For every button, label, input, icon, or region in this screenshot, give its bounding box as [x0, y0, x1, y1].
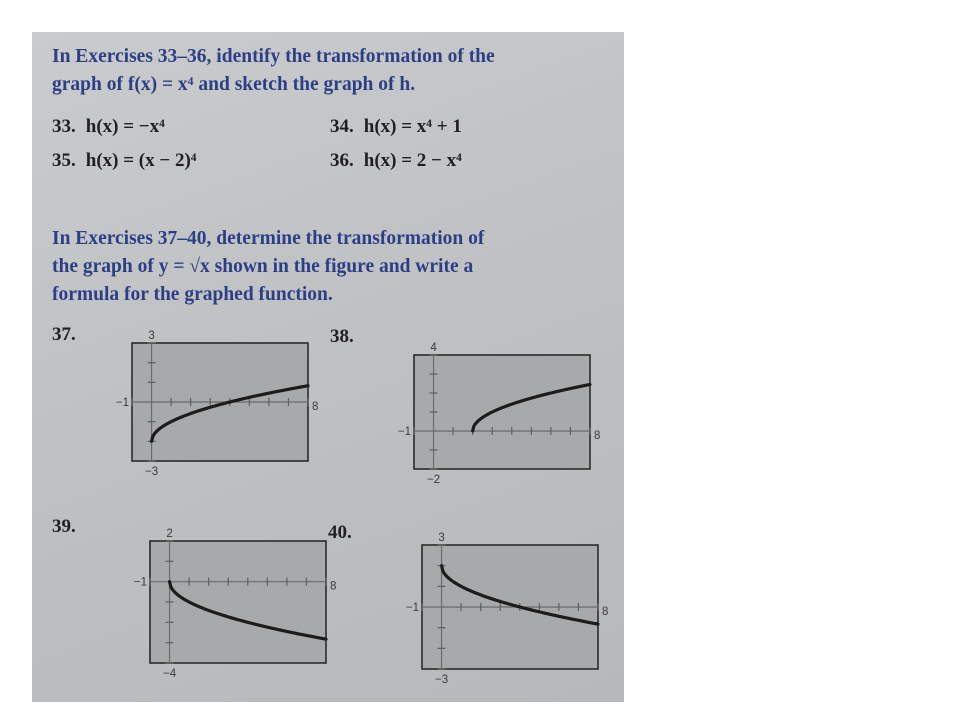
plot-window: [414, 355, 590, 469]
window-label-xmax: 8: [594, 430, 601, 442]
exercise-35: [52, 150, 196, 172]
window-label-ymax: 3: [438, 532, 445, 544]
exercise-number: 36.: [330, 150, 354, 171]
intro-37-40-line-1: In Exercises 37–40, determine the transformation of: [52, 228, 485, 249]
window-label-xmin: −1: [397, 426, 411, 438]
window-label-ymin: −2: [426, 474, 441, 486]
window-label-xmax: 8: [330, 580, 337, 593]
window-label-ymax: 4: [430, 342, 437, 354]
exercise-33: [52, 116, 165, 138]
graph-38: [362, 338, 601, 496]
exercise-number: 34.: [330, 116, 354, 137]
window-label-xmax: 8: [312, 401, 319, 413]
exercise-formula: h(x) = (x − 2)⁴: [85, 150, 197, 171]
graph-39-label: 39.: [52, 516, 76, 537]
plot-window: [150, 541, 326, 663]
window-label-ymin: −3: [434, 674, 449, 686]
graph-37: [80, 328, 319, 488]
exercise-34: [330, 116, 462, 138]
window-label-xmin: −1: [133, 576, 147, 589]
intro-33-36-line-2: graph of f(x) = x⁴ and sketch the graph of h.: [52, 74, 416, 95]
window-label-xmin: −1: [405, 602, 419, 614]
textbook-photo: [32, 32, 624, 702]
window-label-xmax: 8: [602, 606, 609, 618]
window-label-ymax: 2: [166, 528, 173, 540]
graph-39: [98, 526, 338, 686]
exercise-number: 35.: [52, 150, 76, 171]
window-label-ymin: −4: [162, 668, 177, 680]
window-label-xmin: −1: [115, 397, 129, 409]
window-label-ymax: 3: [148, 330, 155, 342]
graph-38-label: 38.: [330, 326, 354, 347]
window-label-ymin: −3: [144, 466, 159, 478]
exercise-formula: h(x) = −x⁴: [85, 116, 165, 137]
graph-37-label: 37.: [52, 324, 76, 345]
exercise-formula: h(x) = x⁴ + 1: [363, 116, 462, 137]
graph-40: [370, 530, 609, 690]
intro-33-36-line-1: In Exercises 33–36, identify the transformation of the: [52, 46, 495, 67]
exercise-36: [330, 150, 462, 172]
intro-37-40-line-2: the graph of y = √x shown in the figure and write a: [52, 256, 474, 277]
exercise-number: 33.: [52, 116, 76, 137]
intro-37-40-line-3: formula for the graphed function.: [52, 284, 333, 305]
graph-40-label: 40.: [328, 522, 352, 543]
exercise-formula: h(x) = 2 − x⁴: [363, 150, 462, 171]
